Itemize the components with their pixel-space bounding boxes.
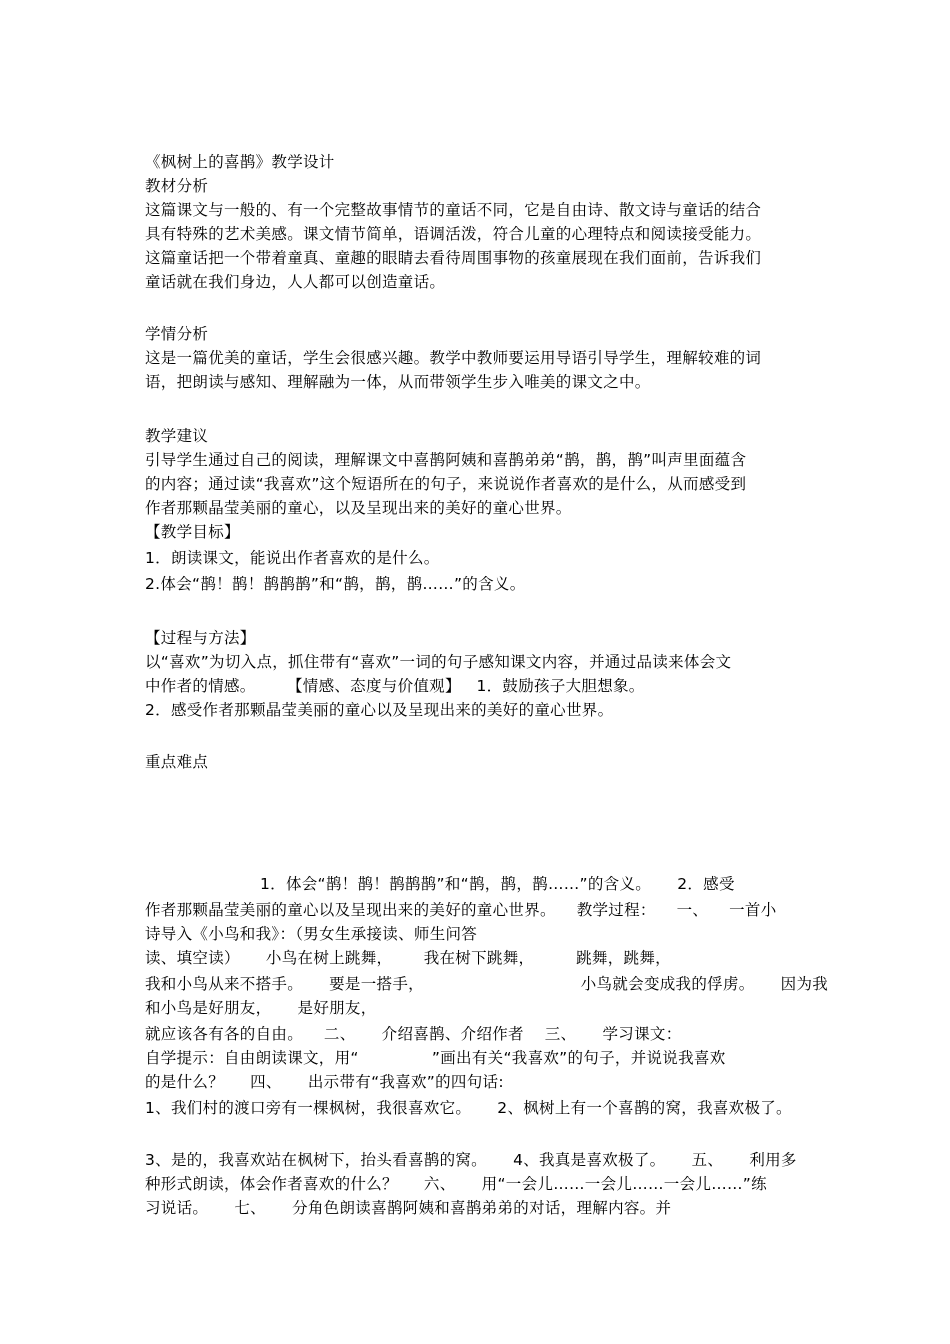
goal-item: 2.体会“鹊！鹊！鹊鹊鹊”和“鹊，鹊，鹊……”的含义。 [145, 575, 526, 593]
procedure-line: 种形式朗读，体会作者喜欢的什么？ 六、 用“一会儿……一会儿……一会儿……”练 [145, 1175, 767, 1193]
paragraph-line: 具有特殊的艺术美感。课文情节简单，语调活泼，符合儿童的心理特点和阅读接受能力。 [145, 225, 762, 243]
procedure-line: 我和小鸟从来不搭手。 要是一搭手， 小鸟就会变成我的俘虏。 因为我 [145, 975, 829, 993]
heading-keypoints: 重点难点 [145, 753, 209, 771]
paragraph-line: 这篇童话把一个带着童真、童趣的眼睛去看待周围事物的孩童展现在我们面前，告诉我们 [145, 249, 762, 267]
heading-advice: 教学建议 [145, 427, 209, 445]
procedure-line: 就应该各有各的自由。 二、 介绍喜鹊、介绍作者 三、 学习课文： [145, 1025, 682, 1043]
procedure-line: 读、填空读） 小鸟在树上跳舞， 我在树下跳舞， 跳舞，跳舞， [145, 949, 671, 967]
procedure-line: 自学提示：自由朗读课文，用“ ”画出有关“我喜欢”的句子，并说说我喜欢 [145, 1049, 726, 1067]
paragraph-line: 童话就在我们身边，人人都可以创造童话。 [145, 273, 446, 291]
paragraph-line: 的内容；通过读“我喜欢”这个短语所在的句子，来说说作者喜欢的是什么，从而感受到 [145, 475, 747, 493]
procedure-line: 诗导入《小鸟和我》：（男女生承接读、师生问答 [145, 925, 478, 943]
procedure-line: 3、是的，我喜欢站在枫树下，抬头看喜鹊的窝。 4、我真是喜欢极了。 五、 利用多 [145, 1151, 797, 1169]
procedure-line: 作者那颗晶莹美丽的童心以及呈现出来的美好的童心世界。 教学过程： 一、 一首小 [145, 901, 777, 919]
paragraph-line: 这篇课文与一般的、有一个完整故事情节的童话不同，它是自由诗、散文诗与童话的结合 [145, 201, 762, 219]
heading-students: 学情分析 [145, 325, 209, 343]
paragraph-line: 中作者的情感。 【情感、态度与价值观】 1．鼓励孩子大胆想象。 [145, 677, 645, 695]
paragraph-line: 这是一篇优美的童话，学生会很感兴趣。教学中教师要运用导语引导学生，理解较难的词 [145, 349, 762, 367]
paragraph-line: 引导学生通过自己的阅读，理解课文中喜鹊阿姨和喜鹊弟弟“鹊，鹊，鹊”叫声里面蕴含 [145, 451, 747, 469]
procedure-line: 1、我们村的渡口旁有一棵枫树，我很喜欢它。 2、枫树上有一个喜鹊的窝，我喜欢极了。 [145, 1099, 792, 1117]
heading-process: 【过程与方法】 [145, 629, 256, 647]
heading-material: 教材分析 [145, 177, 209, 195]
paragraph-line: 以“喜欢”为切入点，抓住带有“喜欢”一词的句子感知课文内容，并通过品读来体会文 [145, 653, 732, 671]
goal-item: 1．朗读课文，能说出作者喜欢的是什么。 [145, 549, 440, 567]
document-title: 《枫树上的喜鹊》教学设计 [145, 153, 335, 171]
procedure-line: 习说话。 七、 分角色朗读喜鹊阿姨和喜鹊弟弟的对话，理解内容。并 [145, 1199, 672, 1217]
procedure-line: 1．体会“鹊！鹊！鹊鹊鹊”和“鹊，鹊，鹊……”的含义。 2．感受 [145, 875, 735, 893]
paragraph-line: 语，把朗读与感知、理解融为一体，从而带领学生步入唯美的课文之中。 [145, 373, 651, 391]
paragraph-line: 2．感受作者那颗晶莹美丽的童心以及呈现出来的美好的童心世界。 [145, 701, 614, 719]
procedure-line: 和小鸟是好朋友， 是好朋友， [145, 999, 377, 1017]
procedure-line: 的是什么？ 四、 出示带有“我喜欢”的四句话: [145, 1073, 504, 1091]
paragraph-line: 作者那颗晶莹美丽的童心，以及呈现出来的美好的童心世界。 [145, 499, 572, 517]
heading-goals: 【教学目标】 [145, 523, 240, 541]
